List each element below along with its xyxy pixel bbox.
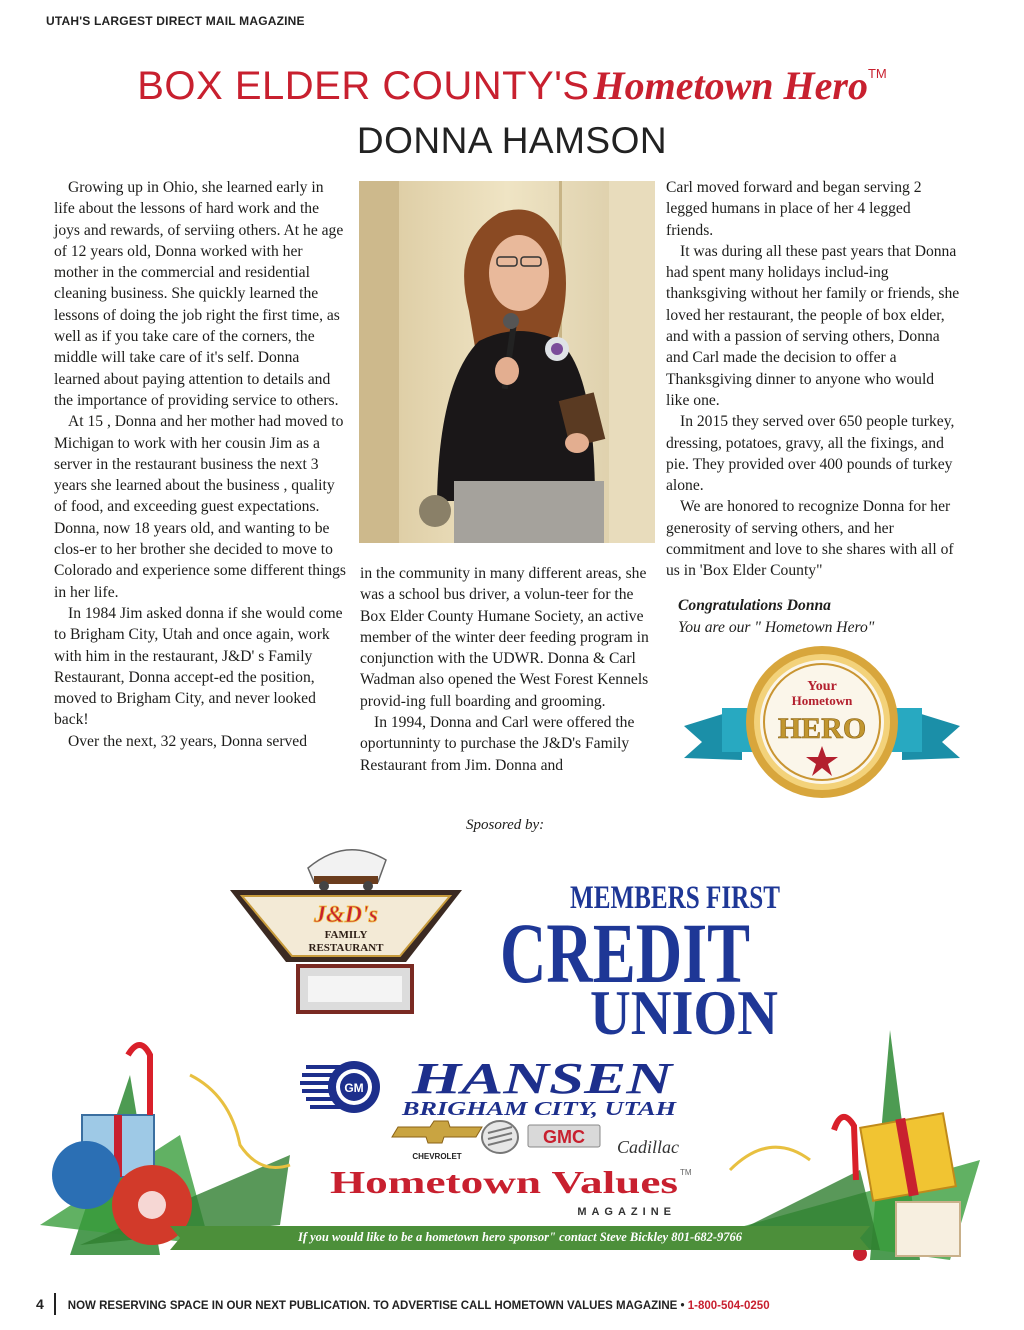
title-trademark: TM bbox=[867, 66, 887, 81]
article-column-3 bbox=[666, 177, 960, 582]
badge-line-your: Your bbox=[807, 679, 837, 694]
paragraph: In 2015 they served over 650 people turkey, dressing, potatoes, gravy, all the fixings, and pie. They provided over 400 pounds of turkey alone. bbox=[666, 413, 955, 495]
jd-family: FAMILY bbox=[324, 929, 368, 941]
hometown-values-logo bbox=[330, 1163, 700, 1223]
title-hometown-hero: Hometown Hero bbox=[593, 63, 868, 108]
gm-logo: GM bbox=[344, 1081, 364, 1095]
cu-members-first: MEMBERS FIRST bbox=[570, 880, 780, 916]
magazine-tagline: UTAH'S LARGEST DIRECT MAIL MAGAZINE bbox=[46, 14, 305, 28]
gmc-label: GMC bbox=[543, 1127, 585, 1147]
cu-union: UNION bbox=[590, 977, 778, 1040]
title-county: BOX ELDER COUNTY'S bbox=[137, 64, 590, 108]
footer-advertise-text: NOW RESERVING SPACE IN OUR NEXT PUBLICATION. TO ADVERTISE CALL HOMETOWN VALUES MAGAZINE • bbox=[67, 1300, 688, 1313]
paragraph: Growing up in Ohio, she learned early in life about the lessons of hard work and the joys and rewards, of serviing others. At he age of 12 years old, Donna worked with her mother in the commercial and residential cleaning business. She quickly learned the lessons of doing the job right the first time, as well as if you take care of the corners, the middle will take care of it's self. Donna learned about paying attention to details and the importance of providing service to others. bbox=[54, 179, 344, 409]
paragraph: It was during all these past years that Donna had spent many holidays includ-ing thanksgiving without her family or friends, she loved her restaurant, the people of box elder, and with a passion of serving others, Donna and Carl made the decision to offer a Thanksgiving dinner to anyone who would like one. bbox=[666, 242, 960, 409]
cu-credit: CREDIT bbox=[500, 905, 750, 1001]
page-title bbox=[0, 62, 1024, 109]
htv-magazine: MAGAZINE bbox=[577, 1206, 676, 1218]
paragraph: We are honored to recognize Donna for her generosity of serving others, and her commitment and love to she shares with all of us in 'Box Elder County" bbox=[666, 498, 954, 580]
htv-name: Hometown Values bbox=[330, 1164, 678, 1200]
hansen-location: BRIGHAM CITY, UTAH bbox=[400, 1098, 678, 1120]
badge-line-hometown: Hometown bbox=[791, 693, 853, 708]
sponsored-label: Sposored by: bbox=[466, 817, 545, 833]
cadillac-label: Cadillac bbox=[617, 1137, 679, 1157]
footer-divider bbox=[54, 1293, 56, 1315]
paragraph: In 1994, Donna and Carl were offered the oportunninty to purchase the J&D's Family Restaurant from Jim. Donna and bbox=[360, 714, 635, 774]
page-number: 4 bbox=[36, 1296, 44, 1313]
paragraph: Carl moved forward and began serving 2 legged humans in place of her 4 legged friends. bbox=[666, 179, 922, 239]
jd-restaurant-logo bbox=[228, 840, 464, 1015]
congratulations-note bbox=[678, 595, 874, 638]
sponsor-contact-text: If you would like to be a hometown hero sponsor" contact Steve Bickley 801-682-9766 bbox=[297, 1230, 743, 1244]
hansen-dealer-logo bbox=[300, 1055, 700, 1165]
article-column-1 bbox=[54, 177, 346, 752]
paragraph: Over the next, 32 years, Donna served bbox=[68, 732, 308, 750]
hero-name: DONNA HAMSON bbox=[356, 120, 668, 161]
congrats-line: Congratulations Donna bbox=[678, 597, 831, 614]
article-column-2 bbox=[360, 563, 655, 776]
hero-photo bbox=[359, 181, 655, 543]
paragraph: in the community in many different areas, she was a school bus driver, a volun-teer for the Box Elder County Humane Society, an active member of the winter deer feeding program in conjunction with the UDWR. Donna & Carl Wadman also opened the West Forest Kennels provid-ing full boarding and grooming. bbox=[360, 565, 649, 710]
congrats-subline: You are our " Hometown Hero" bbox=[678, 618, 875, 636]
jd-name: J&D's bbox=[313, 902, 379, 928]
paragraph: At 15 , Donna and her mother had moved to Michigan to work with her cousin Jim as a server in the restaurant business the next 3 years she learned about the business , quality of food, and exceeding guest expectations. Donna, now 18 years old, and wanting to be clos-er to her brother she decided to move to Colorado and experience some different things in her life. bbox=[54, 413, 347, 601]
page-footer bbox=[36, 1295, 770, 1317]
paragraph: In 1984 Jim asked donna if she would come to Brigham City, Utah and once again, work with him in the restaurant, J&D' s Family Restaurant, Donna accept-ed the position, moved to Brigham City, and never looked back! bbox=[54, 604, 343, 729]
hometown-hero-badge bbox=[682, 642, 962, 802]
htv-trademark: TM bbox=[680, 1168, 692, 1177]
footer-phone: 1-800-504-0250 bbox=[687, 1300, 770, 1313]
badge-line-hero: HERO bbox=[777, 712, 867, 745]
chevrolet-label: CHEVROLET bbox=[412, 1152, 462, 1161]
jd-restaurant: RESTAURANT bbox=[308, 942, 384, 954]
hansen-name: HANSEN bbox=[410, 1055, 676, 1103]
